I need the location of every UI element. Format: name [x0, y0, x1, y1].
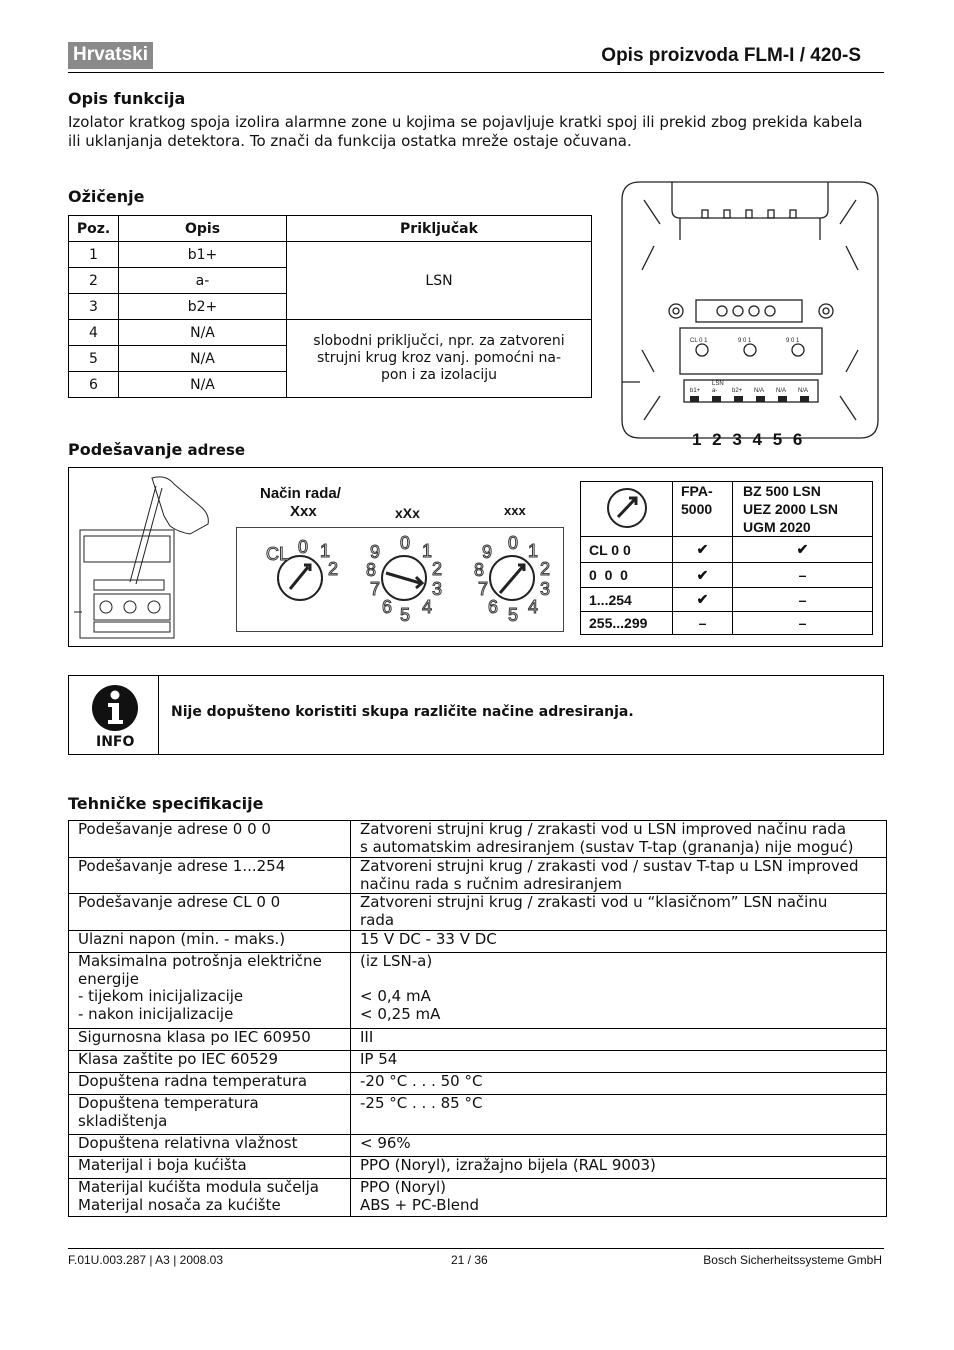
table-row	[69, 1029, 887, 1051]
svg-text:6: 6	[382, 597, 393, 617]
spec-key: Dopuštena temperatura skladištenja	[69, 1095, 351, 1135]
svg-text:8: 8	[474, 560, 485, 580]
spec-key: Podešavanje adrese 0 0 0	[69, 821, 351, 858]
compat-fpa-value: ✔	[673, 537, 733, 563]
wiring-pos: 2	[69, 268, 119, 294]
wiring-group-free	[287, 320, 592, 398]
address-heading	[68, 440, 245, 459]
wiring-desc: a-	[119, 268, 287, 294]
device-terminal-numbers: 1 2 3 4 5 6	[692, 430, 806, 449]
compat-bz-header: BZ 500 LSN UEZ 2000 LSN UGM 2020	[733, 482, 873, 537]
svg-text:2: 2	[540, 559, 551, 579]
svg-text:3: 3	[540, 579, 551, 599]
table-row	[69, 320, 592, 346]
function-heading: Opis funkcija	[68, 89, 186, 108]
spec-value: PPO (Noryl) ABS + PC-Blend	[351, 1179, 887, 1217]
rotary-dials	[236, 527, 564, 633]
table-row	[69, 1073, 887, 1095]
header-divider	[68, 72, 884, 73]
table-row	[69, 1095, 887, 1135]
svg-text:6: 6	[488, 597, 499, 617]
svg-text:5: 5	[400, 605, 411, 625]
wiring-group-line: strujni krug kroz vanj. pomoćni na-	[316, 350, 562, 366]
svg-text:CL: CL	[266, 544, 290, 564]
svg-text:7: 7	[478, 579, 489, 599]
footer-page-number: 21 / 36	[451, 1253, 488, 1267]
table-row	[69, 1179, 887, 1217]
table-row	[69, 953, 887, 1029]
spec-value: PPO (Noryl), izražajno bijela (RAL 9003)	[351, 1157, 887, 1179]
table-row	[69, 1135, 887, 1157]
column-header: Poz.	[69, 216, 119, 242]
spec-value: Zatvoreni strujni krug / zrakasti vod u “klasičnom” LSN načinu rada	[351, 894, 887, 931]
table-row	[69, 821, 887, 858]
dial-caption-hundreds: Xxx	[290, 503, 317, 520]
wiring-table	[68, 215, 592, 398]
wiring-desc: N/A	[119, 320, 287, 346]
compat-label: CL 0 0	[581, 537, 673, 563]
table-row	[69, 1051, 887, 1073]
compat-dial-icon-cell	[581, 482, 673, 537]
compat-fpa-value: ✔	[673, 563, 733, 588]
compat-bz-value: ✔	[733, 537, 873, 563]
table-row	[581, 612, 873, 635]
screwdriver-illustration	[70, 472, 220, 644]
footer-company: Bosch Sicherheitssysteme GmbH	[703, 1253, 882, 1267]
spec-value: < 96%	[351, 1135, 887, 1157]
dial-units	[490, 556, 534, 600]
svg-text:2: 2	[432, 559, 443, 579]
info-divider	[158, 675, 159, 755]
spec-key: Podešavanje adrese 1...254	[69, 858, 351, 894]
svg-text:4: 4	[422, 597, 433, 617]
wiring-pos: 6	[69, 372, 119, 398]
table-row	[69, 931, 887, 953]
compat-header-row	[581, 482, 873, 537]
spec-value: III	[351, 1029, 887, 1051]
footer-divider	[68, 1248, 884, 1249]
table-row	[69, 1157, 887, 1179]
compat-label: 1...254	[581, 588, 673, 612]
compat-fpa-header: FPA- 5000	[673, 482, 733, 537]
compat-fpa-value: ✔	[673, 588, 733, 612]
table-row	[69, 858, 887, 894]
spec-value: Zatvoreni strujni krug / zrakasti vod / sustav T-tap u LSN improved načinu rada s ručnim adresiranjem	[351, 858, 887, 894]
column-header: Priključak	[287, 216, 592, 242]
wiring-heading: Ožičenje	[68, 187, 145, 206]
spec-value: Zatvoreni strujni krug / zrakasti vod u LSN improved načinu rada s automatskim adresiranjem (sustav T-tap (grananja) nije moguć)	[351, 821, 887, 858]
function-text: Izolator kratkog spoja izolira alarmne zone u kojima se pojavljuje kratki spoj ili prekid zbog prekida kabela ili uklanjanja detektora. To znači da funkcija ostatka mreže ostaje očuvana.	[68, 113, 863, 150]
spec-key: Dopuštena radna temperatura	[69, 1073, 351, 1095]
wiring-desc: N/A	[119, 346, 287, 372]
compat-label: 255...299	[581, 612, 673, 635]
compatibility-table	[580, 481, 873, 635]
device-terminal-label: N/A	[798, 388, 809, 394]
compat-bz-value: –	[733, 588, 873, 612]
language-badge: Hrvatski	[68, 42, 153, 69]
svg-text:0: 0	[400, 533, 411, 553]
svg-text:1: 1	[320, 541, 331, 561]
table-row	[581, 563, 873, 588]
dial-tens	[382, 556, 426, 600]
spec-value: 15 V DC - 33 V DC	[351, 931, 887, 953]
svg-text:4: 4	[528, 597, 539, 617]
svg-text:2: 2	[328, 559, 339, 579]
page-title: Opis proizvoda FLM-I / 420-S	[601, 45, 861, 66]
svg-text:8: 8	[366, 560, 377, 580]
svg-text:0: 0	[298, 537, 309, 557]
table-row	[69, 894, 887, 931]
wiring-group-line: slobodni priključci, npr. za zatvoreni	[313, 333, 565, 349]
rotary-switch-icon	[605, 486, 649, 530]
device-terminal-label: N/A	[754, 388, 765, 394]
svg-text:1: 1	[422, 541, 433, 561]
address-heading-rest: adrese	[182, 441, 246, 459]
info-icon	[90, 684, 140, 732]
svg-text:1: 1	[528, 541, 539, 561]
svg-text:9 0 1: 9 0 1	[738, 338, 752, 344]
table-row	[69, 242, 592, 268]
spec-key: Dopuštena relativna vlažnost	[69, 1135, 351, 1157]
spec-key: Sigurnosna klasa po IEC 60950	[69, 1029, 351, 1051]
footer-doc-id: F.01U.003.287 | A3 | 2008.03	[68, 1253, 224, 1267]
spec-value: IP 54	[351, 1051, 887, 1073]
spec-key: Materijal kućišta modula sučelja Materijal nosača za kućište	[69, 1179, 351, 1217]
svg-text:0: 0	[508, 533, 519, 553]
spec-key: Ulazni napon (min. - maks.)	[69, 931, 351, 953]
svg-text:5: 5	[508, 605, 519, 625]
compat-bz-value: –	[733, 563, 873, 588]
wiring-desc: b2+	[119, 294, 287, 320]
wiring-desc: b1+	[119, 242, 287, 268]
wiring-pos: 1	[69, 242, 119, 268]
svg-text:CL 0 1: CL 0 1	[690, 338, 708, 344]
wiring-header-row	[69, 216, 592, 242]
wiring-pos: 3	[69, 294, 119, 320]
compat-bz-value: –	[733, 612, 873, 635]
device-terminal-label: b2+	[732, 388, 743, 394]
wiring-group-line: pon i za izolaciju	[380, 367, 498, 383]
device-lsn-label: LSN	[712, 381, 724, 387]
wiring-pos: 5	[69, 346, 119, 372]
spec-key: Maksimalna potrošnja električne energije - tijekom inicijalizacije - nakon inicijalizacije	[69, 953, 351, 1029]
spec-value: (iz LSN-a) < 0,4 mA < 0,25 mA	[351, 953, 887, 1029]
mode-label: Način rada/	[260, 485, 341, 502]
column-header: Opis	[119, 216, 287, 242]
svg-text:9 0 1: 9 0 1	[786, 338, 800, 344]
table-row	[581, 537, 873, 563]
svg-text:9: 9	[370, 542, 381, 562]
specs-body	[69, 821, 887, 1217]
svg-text:7: 7	[370, 579, 381, 599]
dial-caption-tens: xXx	[395, 505, 420, 521]
wiring-group-lsn: LSN	[287, 242, 592, 320]
wiring-pos: 4	[69, 320, 119, 346]
table-row	[581, 588, 873, 612]
svg-text:3: 3	[432, 579, 443, 599]
spec-value: -25 °C . . . 85 °C	[351, 1095, 887, 1135]
device-terminal-label: N/A	[776, 388, 787, 394]
spec-key: Materijal i boja kućišta	[69, 1157, 351, 1179]
svg-text:9: 9	[482, 542, 493, 562]
device-terminal-label: b1+	[690, 388, 701, 394]
spec-key: Klasa zaštite po IEC 60529	[69, 1051, 351, 1073]
info-label: INFO	[96, 734, 135, 750]
specs-table	[68, 820, 887, 1217]
device-drawing	[620, 180, 882, 450]
specs-heading: Tehničke specifikacije	[68, 794, 264, 813]
dial-caption-units: xxx	[504, 503, 526, 518]
spec-key: Podešavanje adrese CL 0 0	[69, 894, 351, 931]
device-terminal-label: a-	[712, 388, 718, 394]
address-heading-bold: Podešavanje	[68, 440, 183, 459]
wiring-desc: N/A	[119, 372, 287, 398]
compat-label: 0 0 0	[581, 563, 673, 588]
info-text: Nije dopušteno koristiti skupa različite načine adresiranja.	[171, 704, 634, 720]
compat-fpa-value: –	[673, 612, 733, 635]
spec-value: -20 °C . . . 50 °C	[351, 1073, 887, 1095]
